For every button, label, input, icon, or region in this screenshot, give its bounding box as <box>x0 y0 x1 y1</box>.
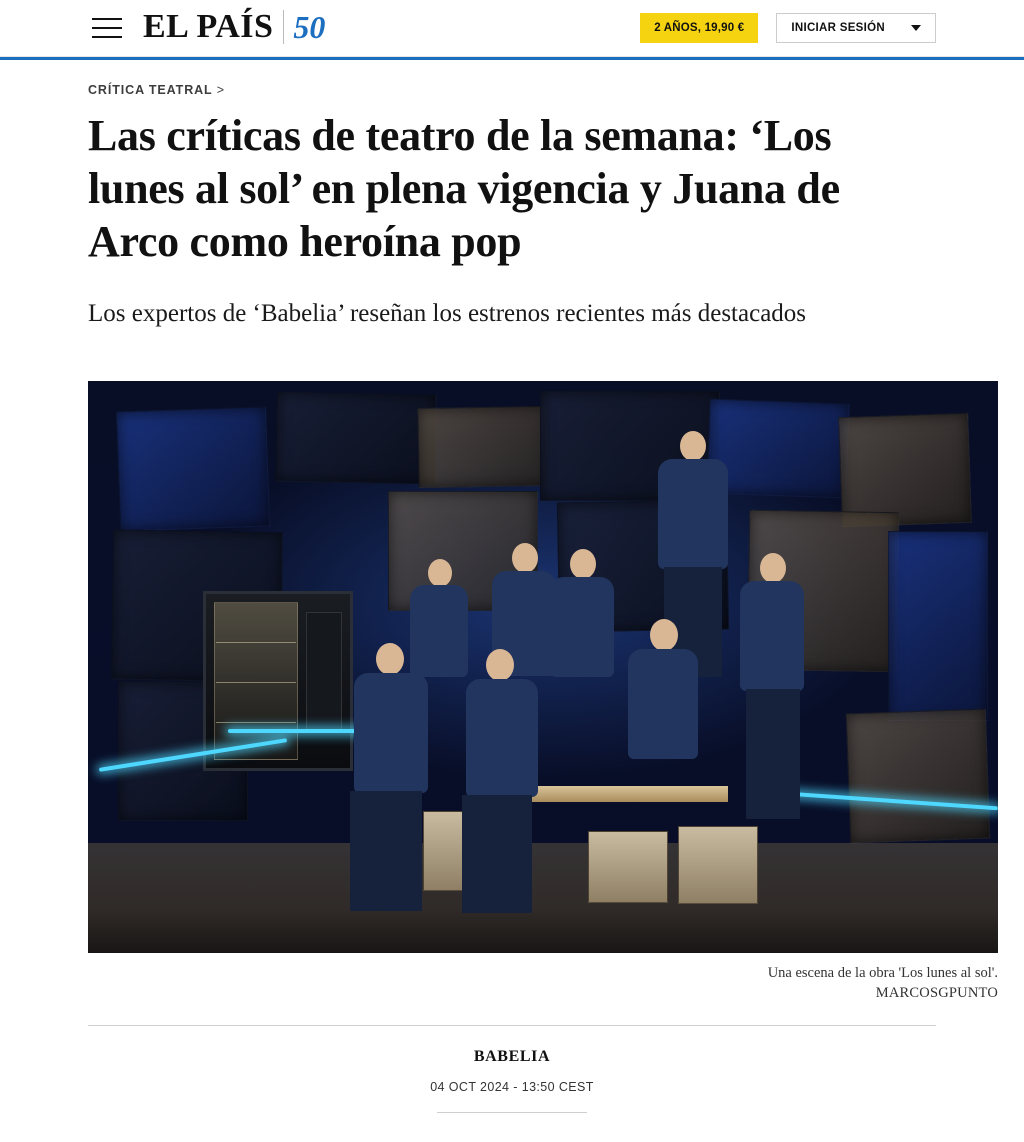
stage-vending-machine <box>203 591 353 771</box>
article-standfirst: Los expertos de ‘Babelia’ reseñan los estrenos recientes más destacados <box>88 300 807 327</box>
backdrop-panel <box>275 392 437 485</box>
vending-shelf <box>216 722 296 723</box>
vending-shelf <box>216 682 296 683</box>
backdrop-panel <box>838 413 972 527</box>
menu-icon-bar <box>92 18 122 20</box>
header-accent-rule <box>0 57 1024 60</box>
neon-rail <box>228 729 368 733</box>
backdrop-panel <box>846 709 990 844</box>
kicker-arrow: > <box>216 83 225 97</box>
article-image <box>88 381 998 953</box>
anniversary-badge: 50 <box>293 9 326 45</box>
vending-keypad <box>306 612 342 732</box>
header-actions <box>640 13 936 43</box>
page-title: Las críticas de teatro de la semana: ‘Los lunes al sol’ en plena vigencia y Juana de Arco como heroína pop <box>88 111 840 266</box>
backdrop-panel <box>888 531 988 721</box>
vending-shelf <box>216 642 296 643</box>
brand-name: EL PAÍS <box>143 8 274 45</box>
article-container <box>0 83 1024 1113</box>
menu-icon-bar <box>92 36 122 38</box>
kicker-label: CRÍTICA TEATRAL <box>88 83 213 97</box>
article-kicker[interactable] <box>88 83 936 97</box>
byline-block <box>88 1048 936 1113</box>
subscription-promo-button[interactable]: 2 AÑOS, 19,90 € <box>640 13 758 43</box>
stage-crate <box>678 826 758 904</box>
article-figure <box>88 381 998 1003</box>
site-header <box>0 0 1024 56</box>
byline-rule <box>437 1112 587 1113</box>
site-logo[interactable] <box>143 8 325 46</box>
backdrop-panel <box>116 406 270 531</box>
menu-icon[interactable] <box>92 18 122 38</box>
login-button[interactable] <box>776 13 936 43</box>
brand-divider <box>283 10 284 44</box>
stage-floor <box>88 843 998 953</box>
figure-caption-block <box>88 963 998 1003</box>
chevron-down-icon <box>911 25 921 31</box>
section-label[interactable]: BABELIA <box>473 1048 551 1065</box>
stage-crate <box>588 831 668 903</box>
login-button-label: INICIAR SESIÓN <box>791 22 885 34</box>
vending-glass <box>214 602 298 760</box>
figure-credit: MARCOSGPUNTO <box>875 985 998 1001</box>
publish-timestamp: 04 OCT 2024 - 13:50 CEST <box>430 1080 594 1094</box>
figure-caption: Una escena de la obra 'Los lunes al sol'. <box>767 965 998 981</box>
menu-icon-bar <box>92 27 122 29</box>
backdrop-panel <box>417 406 548 488</box>
section-divider <box>88 1025 936 1026</box>
